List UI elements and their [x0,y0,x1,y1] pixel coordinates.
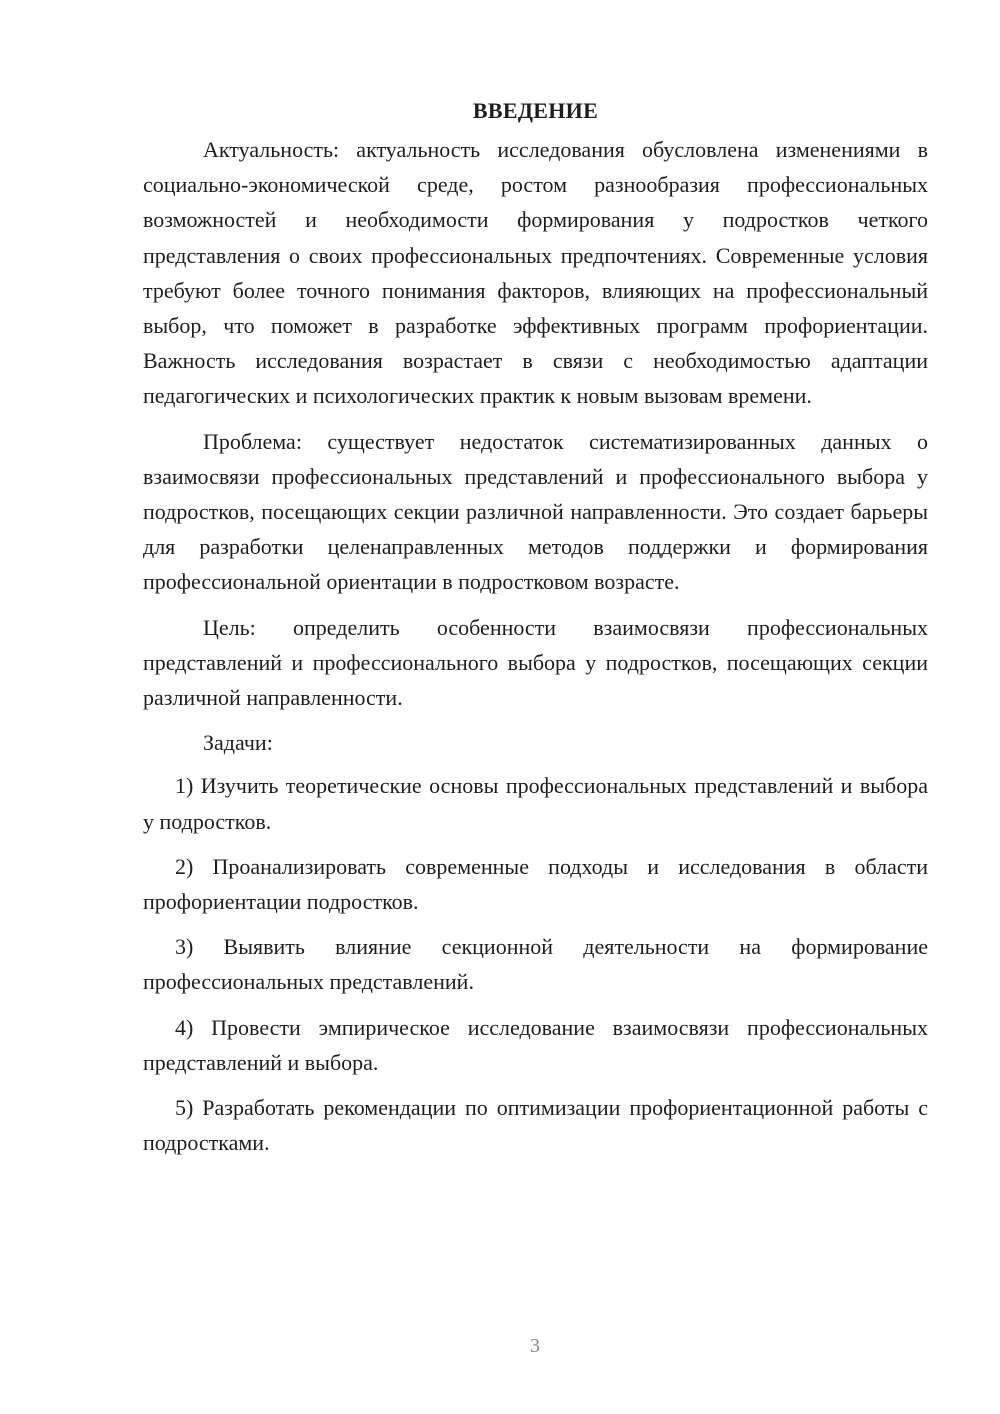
task-item-3: 3) Выявить влияние секционной деятельности на формирование профессиональных представлений. [143,934,928,995]
page-number: 3 [530,1335,540,1357]
tasks-heading: Задачи: [203,730,273,756]
paragraph-relevance: Актуальность: актуальность исследования обусловлена изменениями в социально-экономической среде, ростом разнообразия профессиональных возможностей и необходимости формирования у подростков четкого представления о своих профессиональных предпочтениях. Современные условия требуют более точного понимания факторов, влияющих на профессиональный выбор, что поможет в разработке эффективных программ профориентации. Важность исследования возрастает в связи с необходимостью адаптации педагогических и психологических практик к новым вызовам времени. [143,137,928,409]
task-item-2: 2) Проанализировать современные подходы и исследования в области профориентации подростков. [143,853,928,915]
paragraph-problem: Проблема: существует недостаток систематизированных данных о взаимосвязи профессиональных представлений и профессионального выбора у подростков, посещающих секции различной направленности. Это создает барьеры для разработки целенаправленных методов поддержки и формирования профессиональной ориентации в подростковом возрасте. [143,428,928,595]
task-item-5: 5) Разработать рекомендации по оптимизации профориентационной работы с подростками. [143,1095,928,1156]
document-page [143,96,928,1170]
section-title: ВВЕДЕНИЕ [472,98,599,123]
paragraph-goal: Цель: определить особенности взаимосвязи профессиональных представлений и профессионального выбора у подростков, посещающих секции различной направленности. [143,614,928,711]
task-item-4: 4) Провести эмпирическое исследование взаимосвязи профессиональных представлений и выбора. [143,1014,928,1075]
task-item-1: 1) Изучить теоретические основы профессиональных представлений и выбора у подростков. [143,773,928,834]
